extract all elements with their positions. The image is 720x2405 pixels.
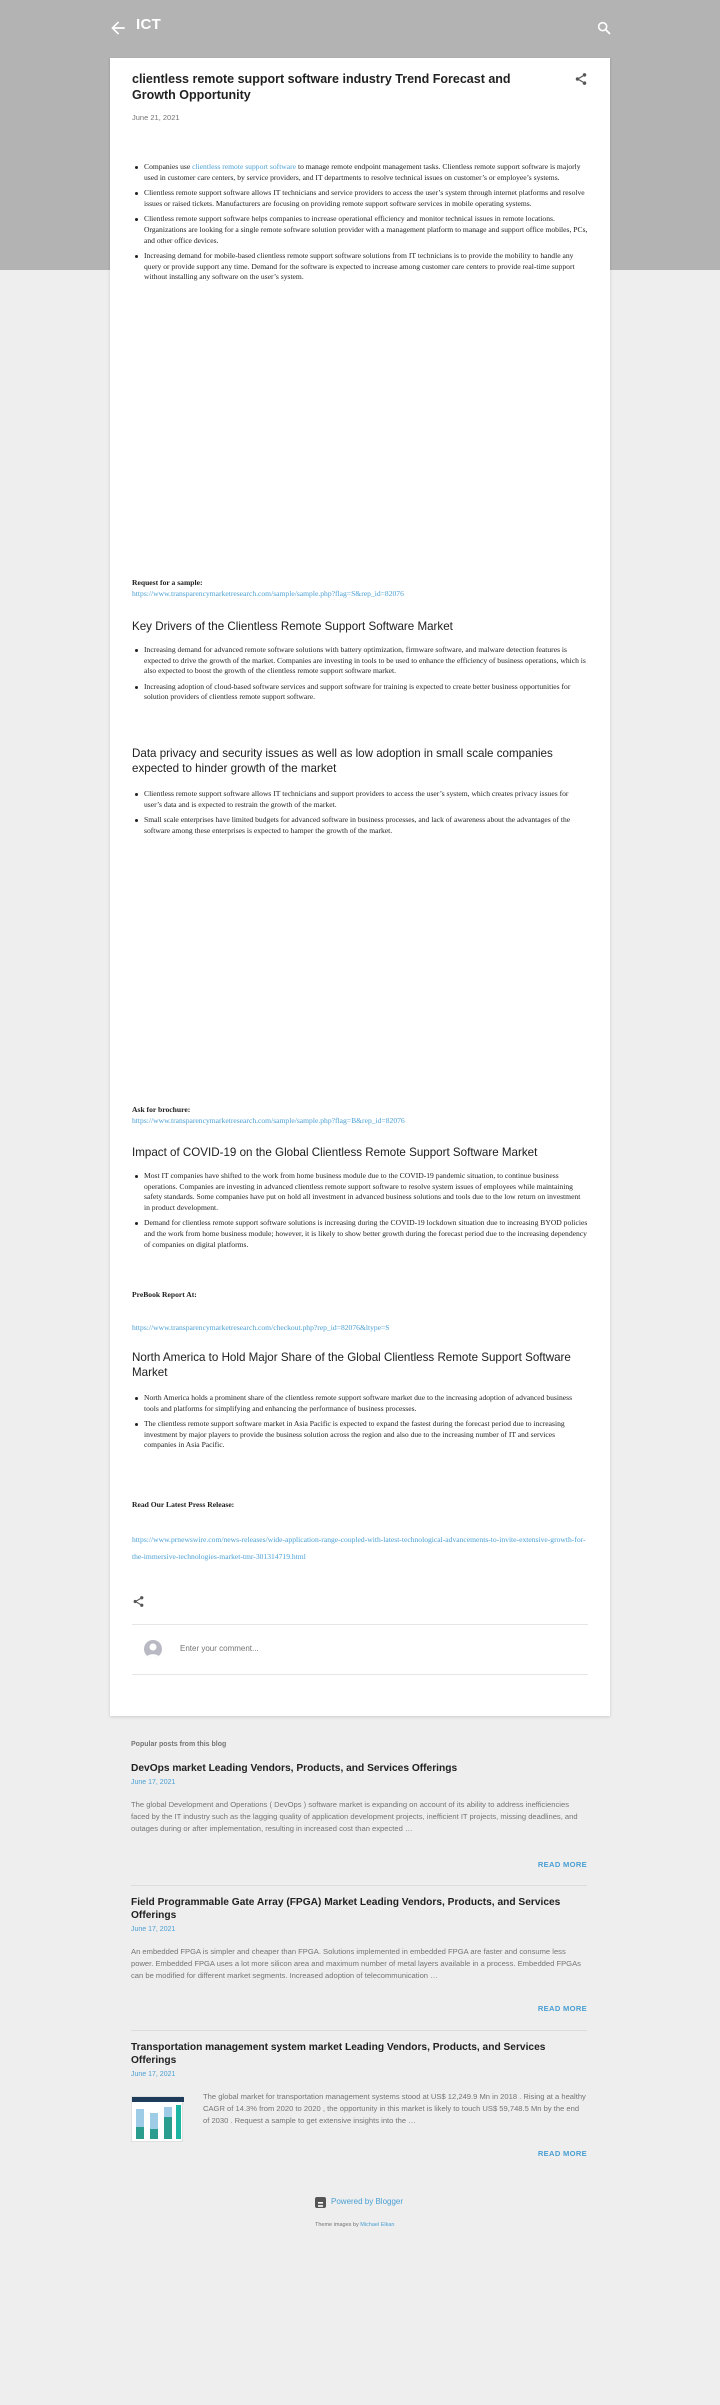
- north-america-heading: North America to Hold Major Share of the Global Clientless Remote Support Software Market: [132, 1351, 571, 1379]
- sample-link[interactable]: https://www.transparencymarketresearch.com/sample/sample.php?flag=S&rep_id=82076: [132, 589, 404, 598]
- list-item: Clientless remote support software allows IT technicians and support providers to access the user’s system, which creates privacy issues for user’s data and is expected to restrain the growth of the market.: [132, 789, 588, 810]
- theme-credit-prefix: Theme images by: [315, 2222, 361, 2228]
- top-bar: [0, 0, 720, 56]
- covid-list: [132, 1171, 588, 1255]
- divider: [131, 1885, 587, 1886]
- theme-author-link[interactable]: Michael Elkan: [360, 2222, 395, 2228]
- popular-post-title[interactable]: Field Programmable Gate Array (FPGA) Market Leading Vendors, Products, and Services Offerings: [131, 1897, 561, 1921]
- avatar: [144, 1640, 162, 1658]
- drivers-heading: Key Drivers of the Clientless Remote Support Software Market: [132, 620, 453, 633]
- list-item: Increasing adoption of cloud-based software services and support software for training is expected to create better business opportunities for solution providers of clientless remote support software.: [132, 682, 588, 703]
- divider: [131, 2030, 587, 2031]
- read-more-link[interactable]: READ MORE: [537, 1860, 587, 1869]
- product-link[interactable]: clientless remote support software: [192, 162, 297, 171]
- intro-list: [132, 162, 588, 288]
- popular-post-snippet: The global market for transportation management systems stood at US$ 12,249.9 Mn in 2018 . Rising at a healthy CAGR of 14.3% from 2020 to 2020 , the opportunity in this market is likely to touch US$ 59,748.5 Mn by the end of 2030 . Request a sample to get extensive insights into the …: [203, 2092, 586, 2125]
- theme-credit: [315, 2222, 395, 2228]
- post-card: [110, 58, 610, 1716]
- popular-post-snippet: An embedded FPGA is simpler and cheaper than FPGA. Solutions implemented in embedded FPGA are faster and consume less power. Embedded FPGA uses a lot more silicon area and maximum number of metal layers available in a process. Embedded FPGAs can be modified for different market segments. Increased adoption of telecommunication …: [131, 1947, 581, 1980]
- read-more-link[interactable]: READ MORE: [537, 2149, 587, 2158]
- divider: [132, 1624, 588, 1625]
- popular-posts-heading: Popular posts from this blog: [131, 1741, 227, 1748]
- post-thumbnail[interactable]: [131, 2096, 183, 2142]
- list-item: North America holds a prominent share of the clientless remote support software market due to the increasing adoption of advanced business tools and platforms for simplifying and enhancing the performance of business processes.: [132, 1393, 588, 1414]
- blog-title[interactable]: ICT: [136, 16, 162, 33]
- list-item: The clientless remote support software market in Asia Pacific is expected to expand the fastest during the forecast period due to increasing investment by major players to provide the business solution across the region and also due to the increasing number of IT and services companies in Asia Pacific.: [132, 1419, 588, 1451]
- sample-label: Request for a sample:: [132, 578, 203, 587]
- back-arrow-icon[interactable]: [108, 18, 128, 38]
- list-item: Increasing demand for mobile-based clientless remote support software solutions from IT technicians is to provide the mobility to handle any query or provide support any time. Demand for the software is expected to increase among customer care centers to provide real-time support without installing any software on the user’s system.: [132, 251, 588, 283]
- prebook-link[interactable]: https://www.transparencymarketresearch.com/checkout.php?rep_id=82076&ltype=S: [132, 1323, 390, 1332]
- divider: [132, 1674, 588, 1675]
- privacy-heading: Data privacy and security issues as well as low adoption in small scale companies expected to hinder growth of the market: [132, 747, 553, 775]
- popular-post: [131, 1896, 587, 2013]
- list-item: Demand for clientless remote support software solutions is increasing during the COVID-19 lockdown situation due to increasing BYOD policies and the work from home business module; however, it is likely to show better growth during the forecast period due to the increasing dependency of companies on digital platforms.: [132, 1218, 588, 1250]
- popular-post-date[interactable]: June 17, 2021: [131, 1779, 176, 1786]
- comment-input[interactable]: Enter your comment...: [180, 1644, 259, 1653]
- popular-post-title[interactable]: DevOps market Leading Vendors, Products, and Services Offerings: [131, 1763, 458, 1774]
- powered-by-link[interactable]: Powered by Blogger: [331, 2197, 404, 2206]
- popular-post-title[interactable]: Transportation management system market Leading Vendors, Products, and Services Offerings: [131, 2042, 546, 2066]
- popular-post-date[interactable]: June 17, 2021: [131, 1926, 176, 1933]
- blogger-icon[interactable]: [315, 2197, 326, 2208]
- prebook-label: PreBook Report At:: [132, 1290, 197, 1299]
- popular-post-date[interactable]: June 17, 2021: [131, 2071, 176, 2078]
- brochure-block: [132, 1104, 588, 1126]
- post-date: June 21, 2021: [132, 113, 180, 122]
- read-more-link[interactable]: READ MORE: [537, 2004, 587, 2013]
- share-icon[interactable]: [132, 1595, 145, 1608]
- popular-post: [131, 2041, 587, 2158]
- list-item: Clientless remote support software helps companies to increase operational efficiency and monitor technical issues in remote locations. Organizations are looking for a single remote software solution provider with a management platform to manage and support office mobiles, PCs, and other office devices.: [132, 214, 588, 246]
- sample-block: [132, 577, 588, 599]
- brochure-link[interactable]: https://www.transparencymarketresearch.com/sample/sample.php?flag=B&rep_id=82076: [132, 1116, 405, 1125]
- list-item: Most IT companies have shifted to the work from home business module due to the COVID-19 pandemic situation, to continue business operations. Companies are investing in advanced clientless remote support software to resolve system issues of employees while maintaining safety standards. Some companies have put on hold all investment in advanced business solutions and tools due to the low return on investment in product development.: [132, 1171, 588, 1213]
- intro-bullet-text-after: to manage remote endpoint management tasks. Clientless remote support software is majorly used in customer care centers, by service providers, and IT departments to resolve technical issues on customer’s or employee’s systems.: [144, 162, 581, 182]
- list-item: Increasing demand for advanced remote software solutions with battery optimization, firmware software, and malware detection features is expected to drive the growth of the market. Companies are investing in tools to be used to enhance the efficiency of business operations, which is also expected to boost the growth of the clientless remote support software market.: [132, 645, 588, 677]
- post-title: clientless remote support software industry Trend Forecast and Growth Opportunity: [132, 72, 511, 102]
- popular-post: [131, 1762, 587, 1869]
- brochure-label: Ask for brochure:: [132, 1105, 191, 1114]
- privacy-list: [132, 789, 588, 841]
- search-icon[interactable]: [596, 20, 612, 36]
- covid-heading: Impact of COVID-19 on the Global Clientless Remote Support Software Market: [132, 1146, 538, 1159]
- north-america-list: [132, 1393, 588, 1456]
- press-label: Read Our Latest Press Release:: [132, 1500, 235, 1509]
- share-icon[interactable]: [574, 72, 588, 86]
- list-item: Small scale enterprises have limited budgets for advanced software in business processes, and lack of awareness about the advantages of the software among these enterprises is expected to hamper the growth of the market.: [132, 815, 588, 836]
- list-item: Clientless remote support software allows IT technicians and service providers to access the user’s system through internet platforms and resolve issues or raised tickets. Manufacturers are focusing on providing remote support software services in mobile operating systems.: [132, 188, 588, 209]
- press-link[interactable]: https://www.prnewswire.com/news-releases/wide-application-range-coupled-with-latest-technological-advancements-to-invite-extensive-growth-for-the-immersive-technologies-market-tmr-301314719.html: [132, 1535, 586, 1561]
- drivers-list: [132, 645, 588, 708]
- popular-post-snippet: The global Development and Operations ( DevOps ) software market is expanding on account of its ability to address inefficiencies faced by the IT industry such as the lagging quality of application development projects, inefficient IT projects, missing deadlines, and outages during or after implementation, resulting in increased cost than expected …: [131, 1800, 578, 1833]
- list-item: [132, 162, 588, 183]
- intro-bullet-text-before: Companies use: [144, 162, 193, 171]
